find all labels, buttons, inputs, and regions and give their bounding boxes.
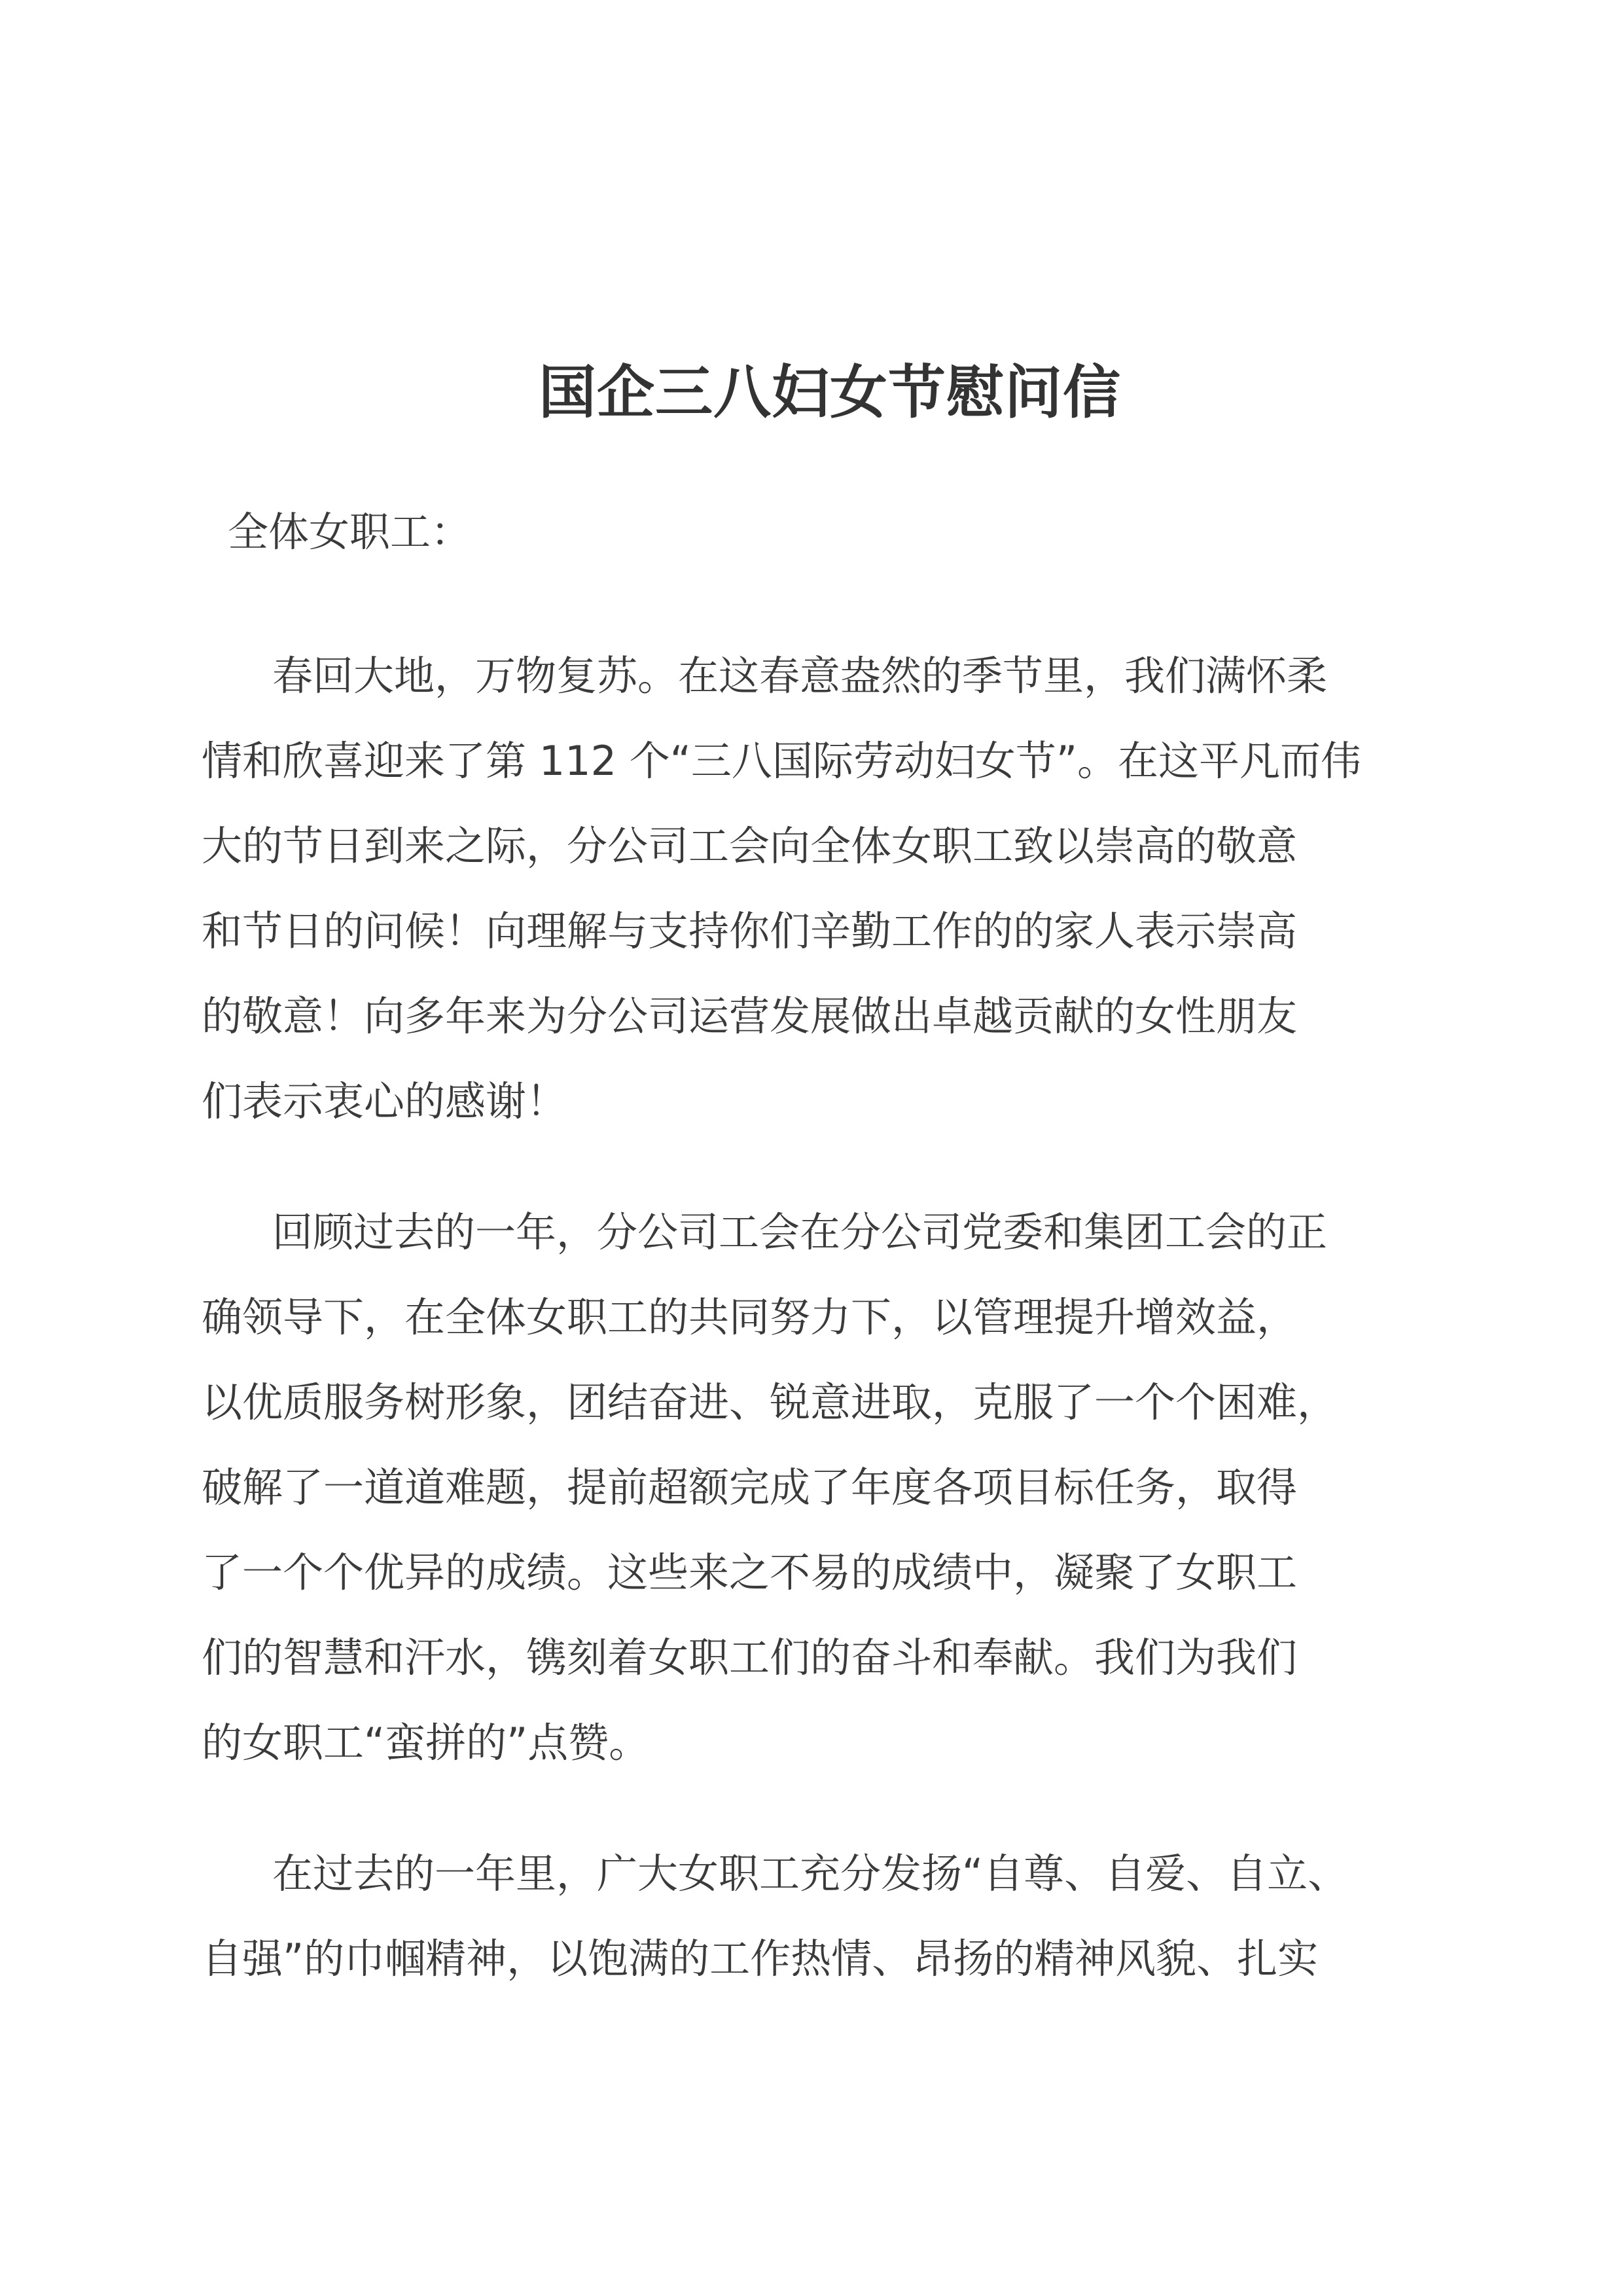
paragraph-line: 大的节日到来之际，分公司工会向全体女职工致以崇高的敬意: [202, 822, 1298, 870]
paragraph-line: 们的智慧和汗水，镌刻着女职工们的奋斗和奉献。我们为我们: [202, 1634, 1298, 1681]
paragraph-line: 了一个个优异的成绩。这些来之不易的成绩中，凝聚了女职工: [202, 1549, 1298, 1596]
paragraph-line: 春回大地，万物复苏。在这春意盎然的季节里，我们满怀柔: [272, 652, 1328, 700]
paragraph-line: 们表示衷心的感谢！: [202, 1077, 567, 1125]
paragraph-line: 破解了一道道难题，提前超额完成了年度各项目标任务，取得: [202, 1463, 1298, 1511]
paragraph-line: 回顾过去的一年，分公司工会在分公司党委和集团工会的正: [272, 1208, 1328, 1256]
salutation: 全体女职工：: [228, 508, 472, 556]
paragraph-line: 和节日的问候！向理解与支持你们辛勤工作的的家人表示崇高: [202, 907, 1298, 955]
document-title: 国企三八妇女节慰问信: [538, 359, 1121, 426]
paragraph-line: 情和欣喜迎来了第 112 个“三八国际劳动妇女节”。在这平凡而伟: [202, 737, 1361, 785]
paragraph-line: 在过去的一年里，广大女职工充分发扬“自尊、自爱、自立、: [272, 1850, 1349, 1897]
paragraph-line: 以优质服务树形象，团结奋进、锐意进取，克服了一个个困难，: [202, 1378, 1338, 1426]
paragraph-line: 确领导下，在全体女职工的共同努力下，以管理提升增效益，: [202, 1293, 1298, 1341]
paragraph-line: 的敬意！向多年来为分公司运营发展做出卓越贡献的女性朋友: [202, 992, 1298, 1040]
paragraph-line: 自强”的巾帼精神，以饱满的工作热情、昂扬的精神风貌、扎实: [202, 1935, 1319, 1982]
paragraph-line: 的女职工“蛮拼的”点赞。: [202, 1719, 650, 1767]
